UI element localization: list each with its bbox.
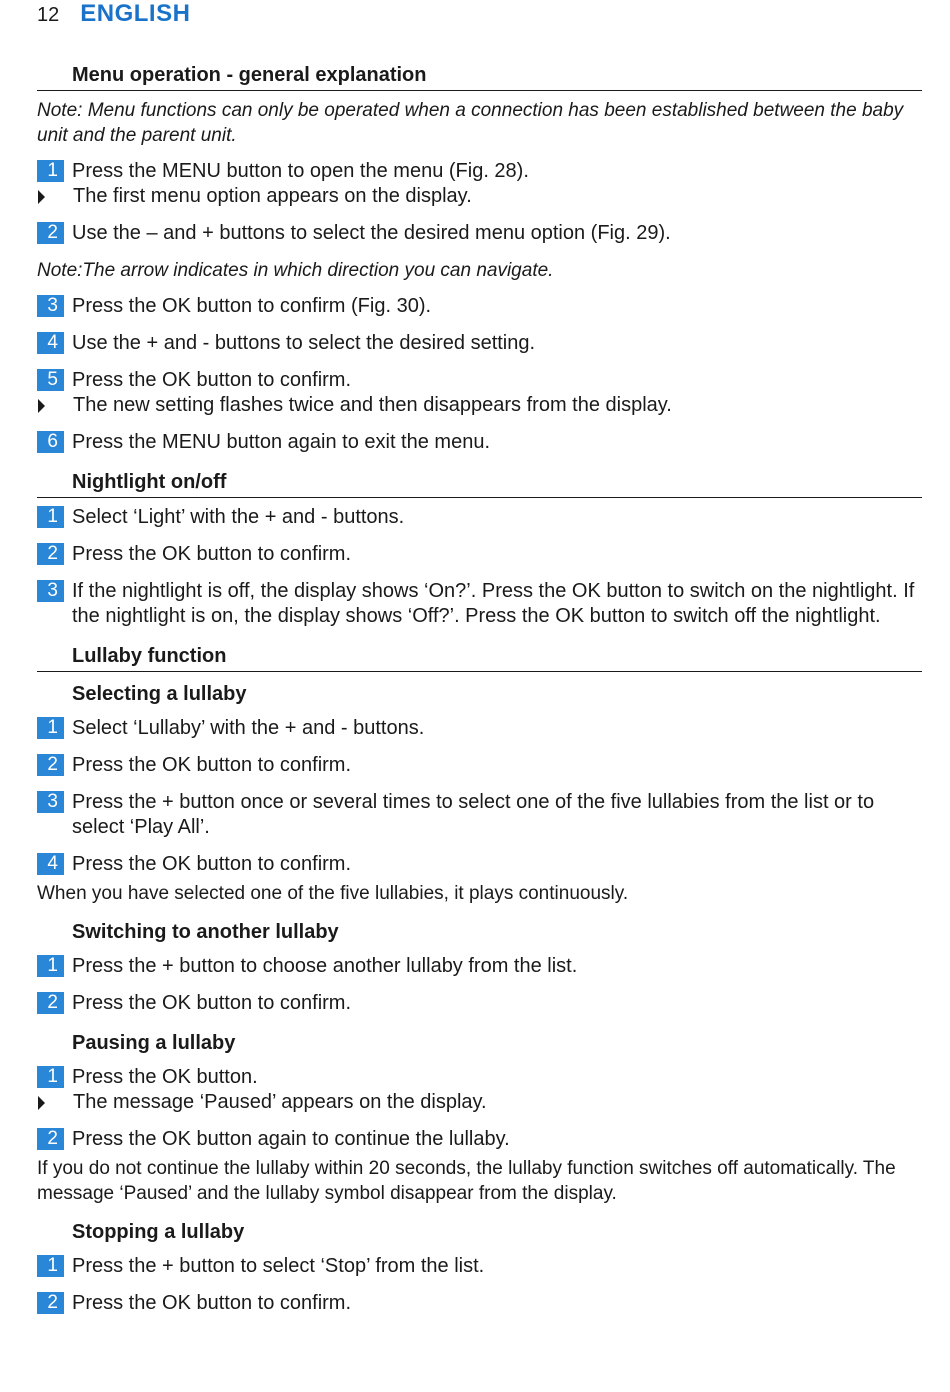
page-content (37, 60, 922, 1328)
result-text: The new setting flashes twice and then disappears from the display. (73, 394, 672, 416)
step (37, 1065, 922, 1090)
section-heading-nightlight: Nightlight on/off (37, 467, 922, 498)
step-number: 3 (37, 791, 64, 813)
step (37, 790, 922, 840)
step-text: Press the + button once or several times to select one of the five lullabies from the list or to select ‘Play All’. (72, 791, 875, 838)
step-number: 2 (37, 1292, 64, 1314)
result (37, 184, 922, 209)
step (37, 1254, 922, 1279)
section-heading-menu: Menu operation - general explanation (37, 60, 922, 91)
step-text: Press the OK button. (72, 1066, 258, 1088)
step-number: 2 (37, 754, 64, 776)
result-text: The message ‘Paused’ appears on the display. (73, 1091, 487, 1113)
step-number: 3 (37, 580, 64, 602)
page-number: 12 (37, 4, 60, 26)
step-text: Press the + button to choose another lullaby from the list. (72, 955, 578, 977)
step-text: Press the OK button to confirm. (72, 754, 352, 776)
step-number: 5 (37, 369, 64, 391)
step-number: 4 (37, 853, 64, 875)
step-number: 4 (37, 332, 64, 354)
step-text: Press the OK button again to continue the lullaby. (72, 1128, 510, 1150)
step (37, 430, 922, 455)
step-number: 2 (37, 222, 64, 244)
step-text: Press the OK button to confirm. (72, 543, 352, 565)
subheading-pausing: Pausing a lullaby (72, 1032, 236, 1054)
result-arrow-icon (38, 190, 45, 204)
subheading-selecting: Selecting a lullaby (72, 683, 247, 705)
step-number: 1 (37, 955, 64, 977)
step-number: 2 (37, 1128, 64, 1150)
step-number: 1 (37, 506, 64, 528)
step-text: Press the OK button to confirm (Fig. 30). (72, 295, 432, 317)
step (37, 505, 922, 530)
result (37, 1090, 922, 1115)
section-heading-lullaby: Lullaby function (37, 641, 922, 672)
step-number: 2 (37, 543, 64, 565)
step-text: Select ‘Light’ with the + and - buttons. (72, 506, 405, 528)
page-header (37, 0, 190, 26)
language-label: ENGLISH (80, 0, 191, 27)
step-text: Press the OK button to confirm. (72, 1292, 352, 1314)
step-number: 1 (37, 1066, 64, 1088)
step-number: 1 (37, 1255, 64, 1277)
step-text: Press the MENU button to open the menu (Fig. 28). (72, 160, 529, 182)
paragraph: When you have selected one of the five lullabies, it plays continuously. (37, 883, 629, 904)
note: Note: Menu functions can only be operated when a connection has been established between the baby unit and the parent unit. (37, 100, 904, 146)
step-text: Press the MENU button again to exit the menu. (72, 431, 490, 453)
step (37, 716, 922, 741)
note: Note:The arrow indicates in which direction you can navigate. (37, 260, 554, 281)
subheading-stopping: Stopping a lullaby (72, 1221, 245, 1243)
step (37, 368, 922, 393)
step (37, 753, 922, 778)
result-text: The first menu option appears on the display. (73, 185, 472, 207)
step (37, 579, 922, 629)
step-number: 3 (37, 295, 64, 317)
step (37, 294, 922, 319)
step (37, 331, 922, 356)
step (37, 221, 922, 246)
step-text: Press the + button to select ‘Stop’ from the list. (72, 1255, 485, 1277)
step (37, 159, 922, 184)
step (37, 1291, 922, 1316)
step-number: 6 (37, 431, 64, 453)
step (37, 542, 922, 567)
step-text: Use the – and + buttons to select the desired menu option (Fig. 29). (72, 222, 671, 244)
result-arrow-icon (38, 1096, 45, 1110)
step (37, 991, 922, 1016)
subheading-switching: Switching to another lullaby (72, 921, 339, 943)
step-text: Select ‘Lullaby’ with the + and - buttons. (72, 717, 425, 739)
step-number: 1 (37, 717, 64, 739)
step-text: Press the OK button to confirm. (72, 992, 352, 1014)
step-text: If the nightlight is off, the display shows ‘On?’. Press the OK button to switch on the nightlight. If the nightlight is on, the display shows ‘Off?’. Press the OK button to switch off the nightlight. (72, 580, 915, 627)
step-number: 1 (37, 160, 64, 182)
result (37, 393, 922, 418)
step-number: 2 (37, 992, 64, 1014)
result-arrow-icon (38, 399, 45, 413)
step-text: Press the OK button to confirm. (72, 853, 352, 875)
step (37, 852, 922, 877)
step-text: Press the OK button to confirm. (72, 369, 352, 391)
step-text: Use the + and - buttons to select the desired setting. (72, 332, 536, 354)
step (37, 1127, 922, 1152)
step (37, 954, 922, 979)
paragraph: If you do not continue the lullaby within 20 seconds, the lullaby function switches off automatically. The message ‘Paused’ and the lullaby symbol disappear from the display. (37, 1158, 896, 1204)
